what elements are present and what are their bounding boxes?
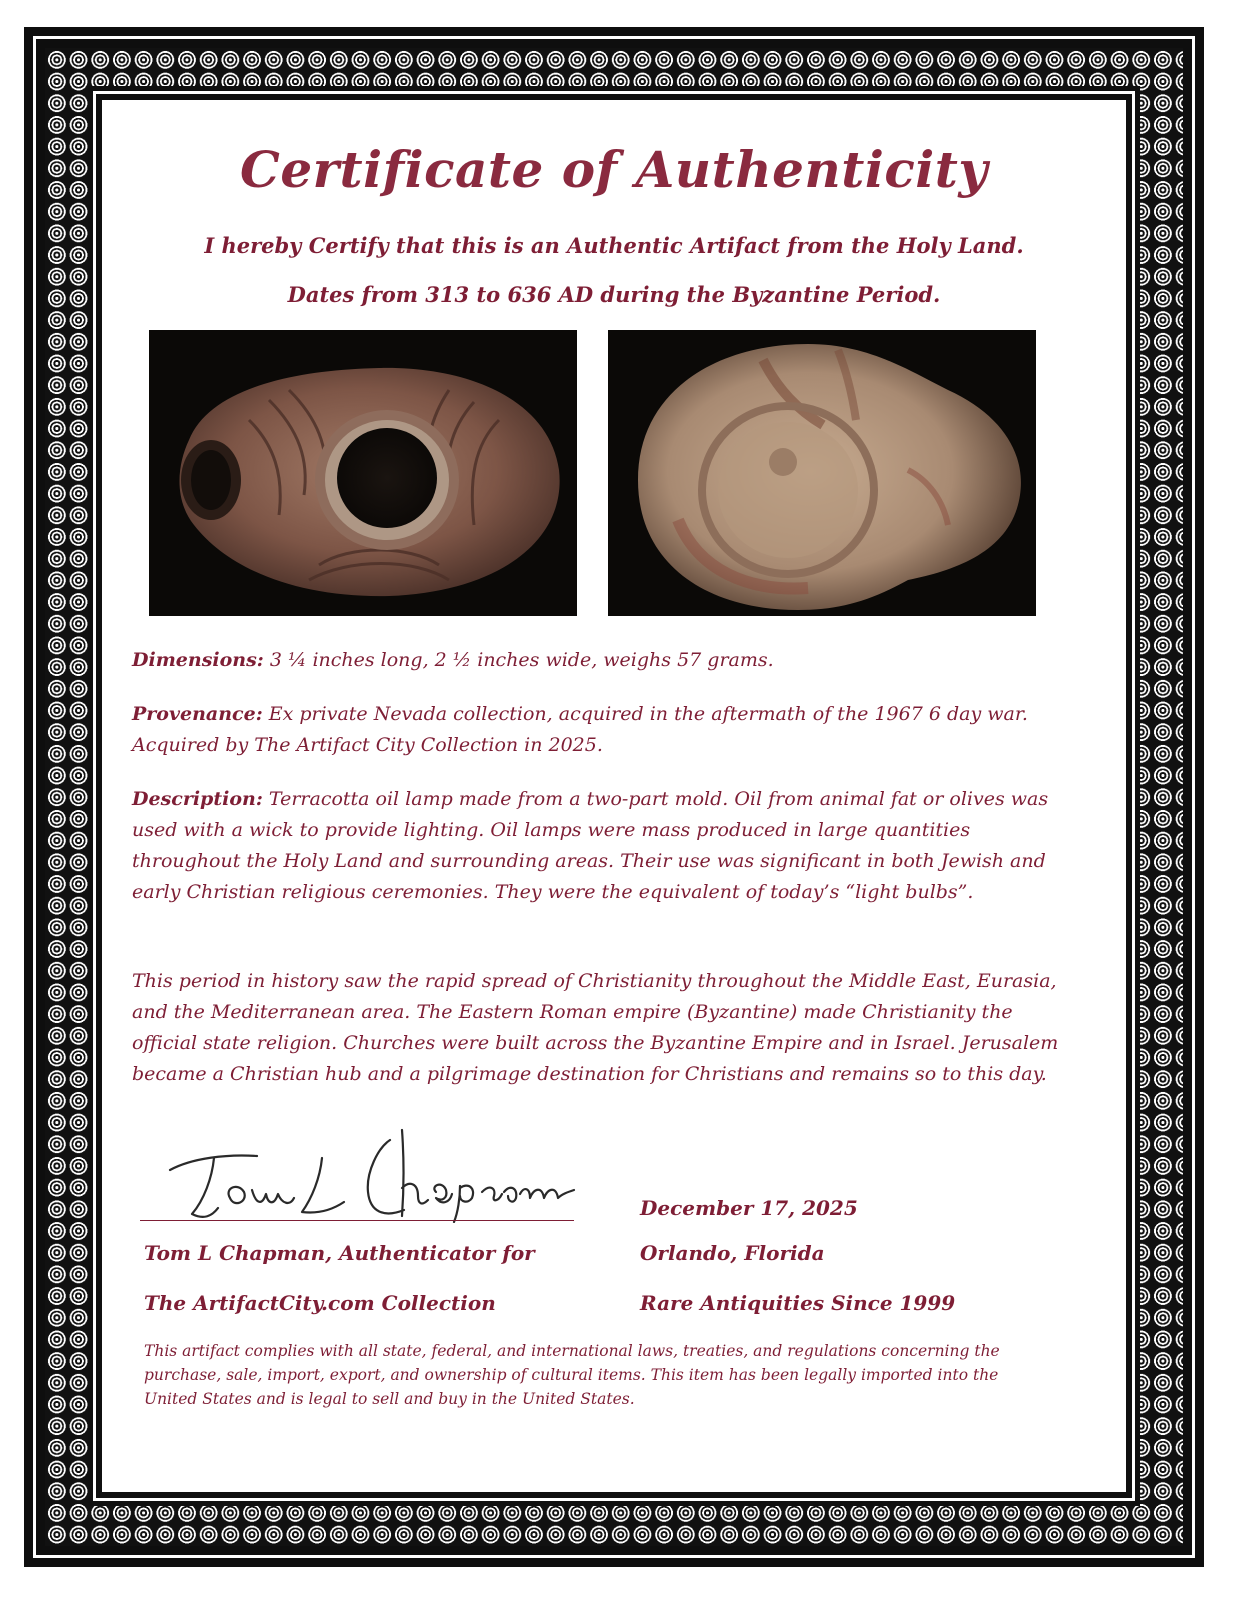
certificate-content [102,100,1126,1492]
certificate-date: December 17, 2025 [640,1196,858,1220]
legal-disclaimer: This artifact complies with all state, federal, and international laws, treaties, and regulations concerning the purchase, sale, import, export, and ownership of cultural items. This item has been legally imported into the United States and is legal to sell and buy in the United States. [144,1342,1000,1408]
lamp-photo-bottom-view [608,330,1036,616]
collection-name: The ArtifactCity.com Collection [144,1291,496,1315]
signature-line [140,1220,574,1221]
history-paragraph: This period in history saw the rapid spread of Christianity throughout the Middle East, Eurasia, and the Mediterranean area. The Eastern Roman empire (Byzantine) made Christianity the official state religion. Churches were built across the Byzantine Empire and in Israel. Jerusalem became a Christian hub and a pilgrimage destination for Christians and remains so to this day. [132,970,1059,1085]
description-label: Description: [132,788,263,810]
dimensions-label: Dimensions: [132,649,264,671]
provenance-paragraph [132,699,1062,761]
company-tagline: Rare Antiquities Since 1999 [640,1291,956,1315]
provenance-text: Ex private Nevada collection, acquired in the aftermath of the 1967 6 day war. Acquired by The Artifact City Collection in 2025. [132,703,1028,756]
certificate-location: Orlando, Florida [640,1241,825,1265]
description-text: Terracotta oil lamp made from a two-part mold. Oil from animal fat or olives was used with a wick to provide lighting. Oil lamps were mass produced in large quantities throughout the Holy Land and surrounding areas. Their use was significant in both Jewish and early Christian religious ceremonies. They were the equivalent of today’s “light bulbs”. [132,788,1049,903]
lamp-photo-top-view [149,330,577,616]
dates-line: Dates from 313 to 636 AD during the Byzantine Period. [287,282,941,307]
description-paragraph [132,784,1062,908]
authenticator-name: Tom L Chapman, Authenticator for [144,1241,535,1265]
dimensions-paragraph [132,645,1062,676]
provenance-label: Provenance: [132,703,263,725]
certify-line: I hereby Certify that this is an Authentic Artifact from the Holy Land. [204,233,1024,258]
handwritten-signature [152,1128,602,1223]
dimensions-text: 3 ¼ inches long, 2 ½ inches wide, weighs 57 grams. [269,649,774,671]
certificate-title: Certificate of Authenticity [240,140,988,199]
